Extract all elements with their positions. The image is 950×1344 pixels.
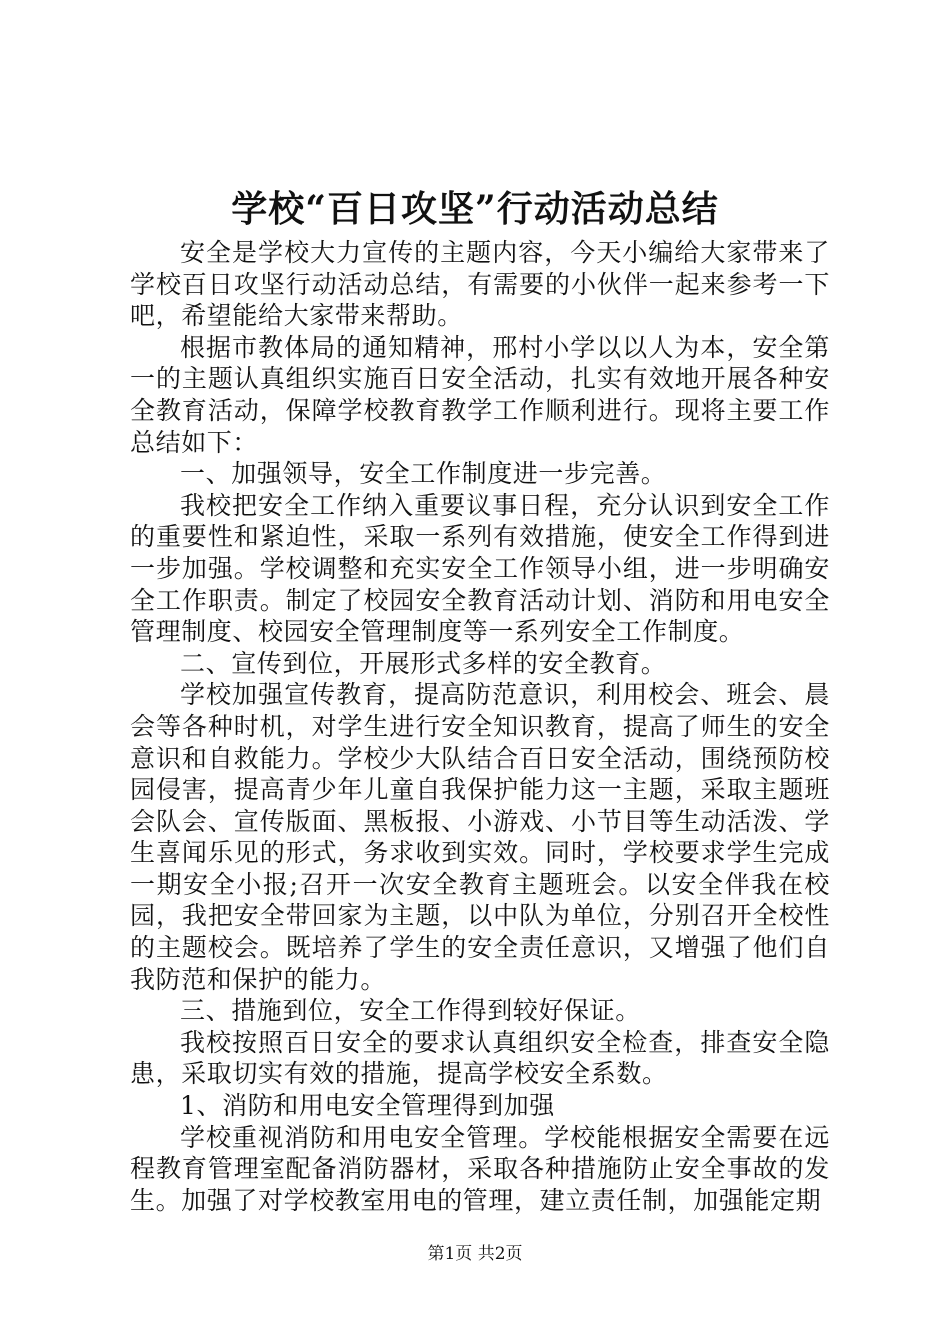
subsection-heading-1: 1、消防和用电安全管理得到加强	[180, 1091, 555, 1121]
section-heading-3: 三、措施到位，安全工作得到较好保证。	[180, 996, 641, 1026]
paragraph-section-2: 学校加强宣传教育，提高防范意识，利用校会、班会、晨会等各种时机，对学生进行安全知识教育，提高了师生的安全意识和自救能力。学校少大队结合百日安全活动，围绕预防校园侵害，提高青少年儿童自我保护能力这一主题，采取主题班会队会、宣传版面、黑板报、小游戏、小节目等生动活泼、学生喜闻乐见的形式，务求收到实效。同时，学校要求学生完成一期安全小报;召开一次安全教育主题班会。以安全伴我在校园，我把安全带回家为主题，以中队为单位，分别召开全校性的主题校会。既培养了学生的安全责任意识，又增强了他们自我防范和保护的能力。	[130, 680, 830, 994]
paragraph-section-1: 我校把安全工作纳入重要议事日程，充分认识到安全工作的重要性和紧迫性，采取一系列有效措施，使安全工作得到进一步加强。学校调整和充实安全工作领导小组，进一步明确安全工作职责。制定了校园安全教育活动计划、消防和用电安全管理制度、校园安全管理制度等一系列安全工作制度。	[130, 490, 830, 647]
document-body	[130, 237, 830, 1216]
paragraph-background: 根据市教体局的通知精神，邢村小学以以人为本，安全第一的主题认真组织实施百日安全活动，扎实有效地开展各种安全教育活动，保障学校教育教学工作顺利进行。现将主要工作总结如下：	[130, 332, 830, 457]
section-heading-1: 一、加强领导，安全工作制度进一步完善。	[180, 459, 667, 489]
paragraph-intro: 安全是学校大力宣传的主题内容，今天小编给大家带来了学校百日攻坚行动活动总结，有需要的小伙伴一起来参考一下吧，希望能给大家带来帮助。	[130, 238, 830, 331]
page-number-footer: 第1页 共2页	[427, 1244, 523, 1264]
paragraph-section-3: 我校按照百日安全的要求认真组织安全检查，排查安全隐患，采取切实有效的措施，提高学校安全系数。	[130, 1027, 830, 1089]
paragraph-subsection-1: 学校重视消防和用电安全管理。学校能根据安全需要在远程教育管理室配备消防器材，采取各种措施防止安全事故的发生。加强了对学校教室用电的管理，建立责任制，加强能定期	[130, 1122, 830, 1215]
section-heading-2: 二、宣传到位，开展形式多样的安全教育。	[180, 648, 667, 678]
document-title: 学校“百日攻坚”行动活动总结	[231, 188, 719, 230]
